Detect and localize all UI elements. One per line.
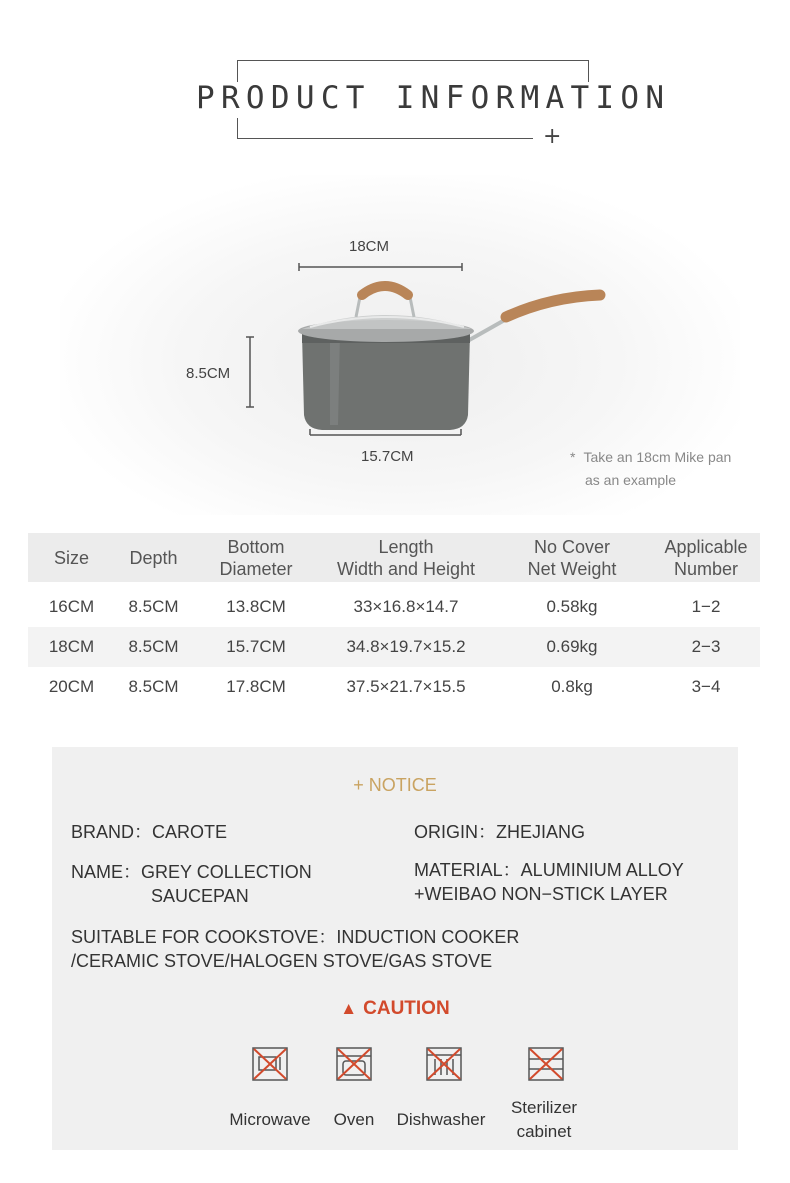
- dimension-top-label: 18CM: [349, 238, 390, 255]
- cell-net-weight: 0.58kg: [546, 597, 598, 616]
- cell-size: 18CM: [48, 637, 95, 656]
- header-length-width-height: Length Width and Height: [336, 536, 476, 579]
- caution-label: CAUTION: [363, 998, 450, 1019]
- pan-body: [302, 333, 470, 430]
- cell-depth: 8.5CM: [128, 637, 179, 656]
- cell-size: 20CM: [48, 677, 95, 696]
- material-info-line-1: MATERIAL：ALUMINIUM ALLOY: [414, 860, 684, 880]
- dimension-side-label: 8.5CM: [186, 365, 231, 382]
- brand-info: BRAND：CAROTE: [71, 822, 228, 842]
- cell-depth: 8.5CM: [128, 677, 179, 696]
- cell-dimensions: 34.8×19.7×15.2: [346, 637, 466, 656]
- table-header: [28, 533, 760, 582]
- oven-label: Oven: [333, 1110, 375, 1129]
- cell-bottom-diameter: 15.7CM: [226, 637, 286, 656]
- header-size: Size: [53, 547, 89, 568]
- note-line-2: as an example: [585, 472, 677, 488]
- dishwasher-label: Dishwasher: [396, 1110, 486, 1129]
- page-title: PRODUCT INFORMATION: [196, 80, 671, 116]
- lid-knob: [362, 286, 408, 295]
- cell-bottom-diameter: 13.8CM: [226, 597, 286, 616]
- table-row: [28, 587, 760, 627]
- cell-size: 16CM: [48, 597, 95, 616]
- pan-handle: [506, 295, 600, 317]
- sterilizer-cabinet-icon: [528, 1047, 564, 1081]
- sterilizer-cabinet-label: Sterilizer cabinet: [510, 1098, 578, 1141]
- name-info-line-1: NAME：GREY COLLECTION: [71, 862, 312, 882]
- saucepan-illustration: [180, 225, 620, 465]
- title-frame-right-top: [588, 60, 589, 82]
- microwave-label: Microwave: [229, 1110, 311, 1129]
- material-info-line-2: +WEIBAO NON−STICK LAYER: [414, 884, 668, 904]
- name-info-line-2: SAUCEPAN: [151, 886, 249, 906]
- header-bottom-diameter: Bottom Diameter: [219, 536, 293, 579]
- cell-applicable-number: 1−2: [691, 597, 721, 616]
- cell-dimensions: 33×16.8×14.7: [353, 597, 459, 616]
- header-applicable-number: Applicable Number: [664, 536, 748, 579]
- cell-bottom-diameter: 17.8CM: [226, 677, 286, 696]
- oven-icon: [336, 1047, 372, 1081]
- dimension-bottom-label: 15.7CM: [361, 448, 414, 465]
- cell-applicable-number: 2−3: [691, 637, 721, 656]
- suitable-info-line-1: SUITABLE FOR COOKSTOVE：INDUCTION COOKER: [71, 927, 520, 947]
- header-depth: Depth: [129, 547, 178, 568]
- caution-heading: [0, 998, 790, 1020]
- title-frame-left-bottom: [237, 118, 238, 139]
- header-net-weight: No Cover Net Weight: [527, 536, 617, 579]
- cell-depth: 8.5CM: [128, 597, 179, 616]
- notice-title: + NOTICE: [353, 775, 437, 795]
- cell-applicable-number: 3−4: [691, 677, 721, 696]
- cell-net-weight: 0.69kg: [546, 637, 598, 656]
- cell-net-weight: 0.8kg: [551, 677, 593, 696]
- note-line-1: Take an 18cm Mike pan: [583, 449, 732, 465]
- warning-triangle-icon: ▲: [340, 999, 358, 1018]
- suitable-info-line-2: /CERAMIC STOVE/HALOGEN STOVE/GAS STOVE: [71, 951, 493, 971]
- cell-dimensions: 37.5×21.7×15.5: [346, 677, 466, 696]
- origin-info: ORIGIN：ZHEJIANG: [414, 822, 586, 842]
- title-plus-mark: +: [543, 124, 562, 149]
- title-frame-bottom: [237, 138, 533, 139]
- table-row: [28, 627, 760, 667]
- title-frame-top: [237, 60, 589, 61]
- example-note: [570, 446, 731, 492]
- table-row: [28, 667, 760, 707]
- dishwasher-icon: [426, 1047, 462, 1081]
- note-star: *: [570, 449, 576, 465]
- microwave-icon: [252, 1047, 288, 1081]
- title-frame-left-top: [237, 60, 238, 82]
